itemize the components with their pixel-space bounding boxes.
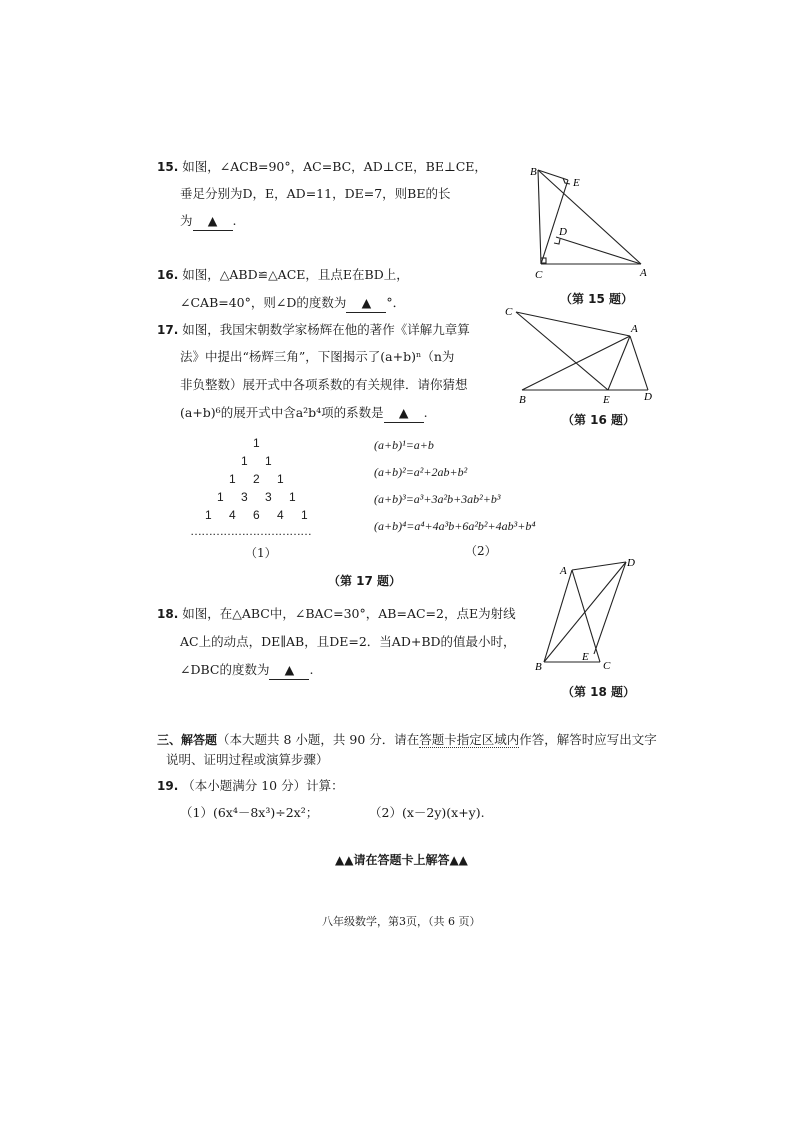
fig16-segment-ae	[608, 336, 630, 390]
fig18-segment-de	[594, 562, 626, 654]
answer-sheet-note: ▲▲请在答题卡上解答▲▲	[335, 853, 468, 867]
q19-intro: （本小题满分 10 分）计算：	[182, 778, 344, 793]
q18-text-2: AC上的动点，DE∥AB，且DE=2．当AD+BD的值最小时，	[180, 634, 516, 649]
fig15-segment-bc	[538, 170, 541, 264]
fig18-label-d: D	[627, 557, 635, 569]
q16-degree: °．	[386, 295, 406, 310]
fig16-caption: （第 16 题）	[562, 413, 636, 427]
fig15-label-c: C	[535, 269, 543, 281]
q15-number: 15.	[157, 160, 179, 174]
section-3-header	[157, 731, 657, 749]
q15-text-2: 垂足分别为D，E，AD=11，DE=7，则BE的长	[180, 186, 451, 201]
q17-period: .	[423, 405, 428, 420]
q19-line1	[157, 777, 344, 795]
fig15-segment-ce	[541, 180, 568, 264]
binomial-formula: (a+b)⁴=a⁴+4a³b+6a²b²+4ab³+b⁴	[374, 519, 536, 533]
q19-part-2: （2）(x－2y)(x+y).	[369, 805, 485, 820]
fig16-segment-ad	[630, 336, 648, 390]
q17-number: 17.	[157, 323, 179, 337]
fig15-segment-ad	[556, 237, 641, 264]
q18-period: .	[309, 662, 314, 677]
triangle-dots: ……………………………	[190, 524, 311, 538]
fig18-label-e: E	[582, 651, 589, 663]
q18-line1	[157, 605, 516, 623]
yanghui-triangle	[190, 432, 330, 542]
figure-15	[525, 160, 655, 285]
q17-line1	[157, 321, 470, 339]
fig16-label-d: D	[644, 391, 652, 403]
figure-16	[502, 300, 662, 410]
fig18-segment-bd	[544, 562, 626, 662]
fig18-label-b: B	[535, 661, 542, 673]
fig15-caption: （第 15 题）	[560, 292, 634, 306]
q19-number: 19.	[157, 779, 179, 793]
fig16-label-e: E	[603, 394, 610, 406]
fig16-label-b: B	[519, 394, 526, 406]
q15-text-1: 如图，∠ACB=90°，AC=BC，AD⊥CE，BE⊥CE，	[182, 159, 487, 174]
binomial-formula: (a+b)³=a³+3a²b+3ab²+b³	[374, 492, 501, 506]
q17-text-2: 法》中提出“杨辉三角”，下图揭示了(a+b)ⁿ（n为	[180, 349, 455, 364]
section-3-desc-end: 作答，解答时应写出文字	[519, 732, 657, 747]
triangle-number: 1	[241, 454, 248, 468]
q16-text-1: 如图，△ABD≌△ACE，且点E在BD上，	[182, 267, 409, 282]
section-3-emphasis: 答题卡指定区域内	[419, 732, 520, 747]
q16-line2	[180, 294, 405, 313]
binomial-formula: (a+b)²=a²+2ab+b²	[374, 465, 468, 479]
triangle-number: 2	[253, 472, 260, 486]
triangle-number: 1	[277, 472, 284, 486]
q18-text-1: 如图，在△ABC中，∠BAC=30°，AB=AC=2，点E为射线	[182, 606, 516, 621]
q18-number: 18.	[157, 607, 179, 621]
q17-subfigure-2-label: （2）	[465, 544, 497, 558]
q18-text-3: ∠DBC的度数为	[180, 662, 270, 677]
binomial-formula: (a+b)¹=a+b	[374, 438, 434, 452]
q17-subfigure-1-label: （1）	[245, 546, 277, 560]
triangle-number: 3	[265, 490, 272, 504]
triangle-number: 1	[301, 508, 308, 522]
q16-text-2: ∠CAB=40°，则∠D的度数为	[180, 295, 347, 310]
section-3-desc: （本大题共 8 小题，共 90 分．请在	[217, 732, 420, 747]
fig17-caption: （第 17 题）	[328, 574, 402, 588]
triangle-number: 1	[265, 454, 272, 468]
triangle-number: 1	[205, 508, 212, 522]
answer-blank: ▲	[384, 404, 424, 423]
fig16-segment-ce	[516, 312, 608, 390]
triangle-number: 4	[229, 508, 236, 522]
q16-line1	[157, 266, 409, 284]
q17-text-1: 如图，我国宋朝数学家杨辉在他的著作《详解九章算	[182, 322, 470, 337]
q16-number: 16.	[157, 268, 179, 282]
triangle-number: 1	[217, 490, 224, 504]
fig16-segment-ba	[522, 336, 630, 390]
triangle-number: 1	[289, 490, 296, 504]
fig18-segment-ad	[572, 562, 626, 570]
page-footer: 八年级数学，第3页，（共 6 页）	[322, 915, 481, 928]
triangle-number: 3	[241, 490, 248, 504]
triangle-number: 1	[229, 472, 236, 486]
q17-text-4: (a+b)⁶的展开式中含a²b⁴项的系数是	[180, 405, 384, 420]
fig18-caption: （第 18 题）	[562, 685, 636, 699]
fig15-label-e: E	[573, 177, 580, 189]
q15-line3	[180, 212, 237, 231]
q17-text-3: 非负整数）展开式中各项系数的有关规律．请你猜想	[180, 377, 468, 392]
triangle-number: 4	[277, 508, 284, 522]
fig16-segment-ca	[516, 312, 630, 336]
triangle-number: 6	[253, 508, 260, 522]
fig15-segment-ba	[538, 170, 641, 264]
q15-line1	[157, 158, 487, 176]
fig16-label-a: A	[631, 323, 638, 335]
fig18-segment-ba	[544, 570, 572, 662]
section-3-title: 三、解答题	[157, 733, 218, 747]
answer-blank: ▲	[269, 661, 309, 680]
fig15-right-angle-d	[554, 239, 560, 244]
triangle-number: 1	[253, 436, 260, 450]
fig16-label-c: C	[505, 306, 513, 318]
q18-line3	[180, 661, 313, 680]
q15-text-3: 为	[180, 213, 193, 228]
figure-18	[530, 552, 650, 677]
fig18-label-c: C	[603, 660, 611, 672]
section-3-desc-line2: 说明、证明过程或演算步骤）	[166, 752, 329, 767]
answer-blank: ▲	[346, 294, 386, 313]
q19-part-1: （1）(6x⁴－8x³)÷2x²；	[180, 805, 319, 820]
fig15-label-a: A	[640, 267, 647, 279]
fig18-label-a: A	[560, 565, 567, 577]
q17-line4	[180, 404, 428, 423]
q15-period: .	[232, 213, 237, 228]
fig15-label-d: D	[559, 226, 567, 238]
answer-blank: ▲	[193, 212, 233, 231]
fig15-label-b: B	[530, 166, 537, 178]
